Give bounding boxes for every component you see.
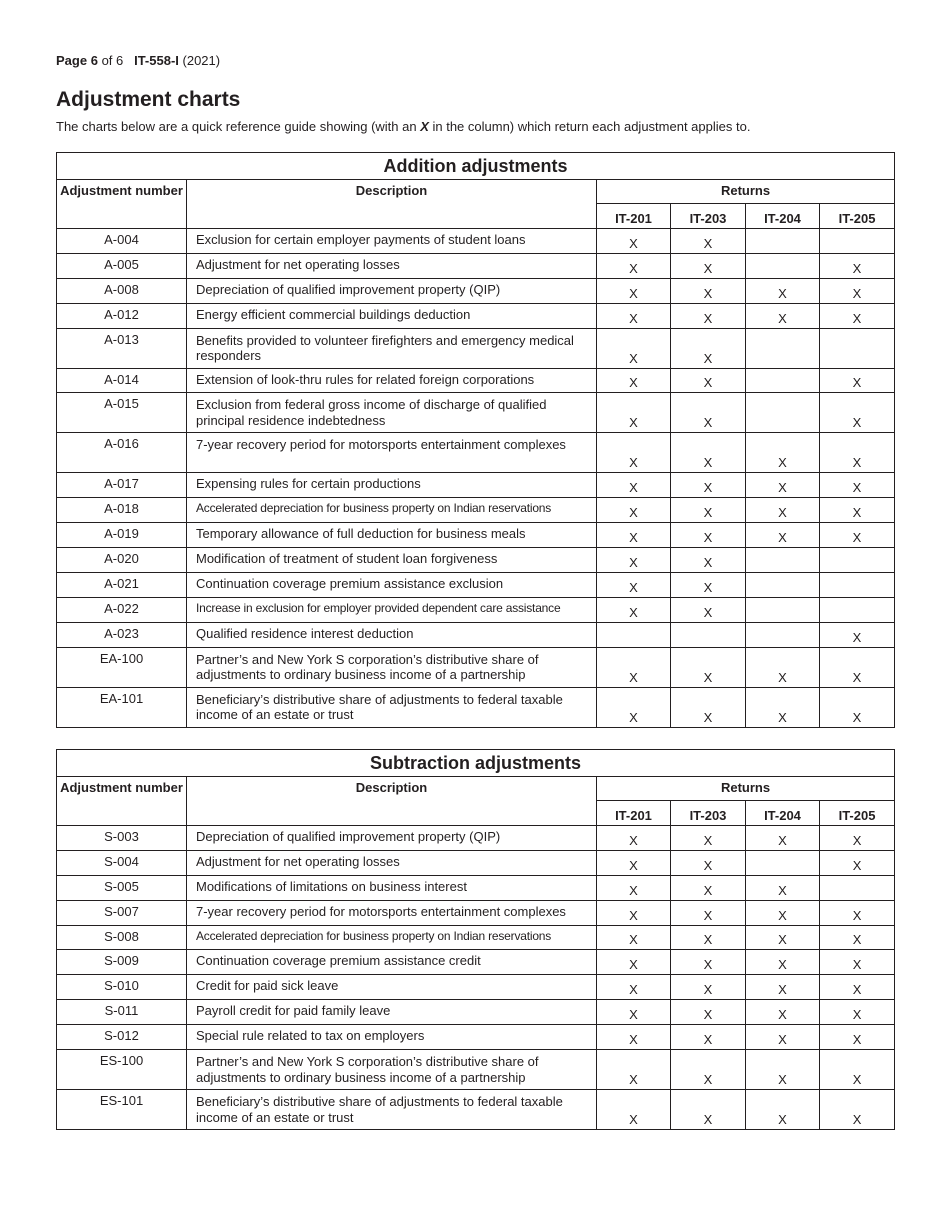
return-mark: X <box>671 597 746 622</box>
return-header: IT-201 <box>597 204 671 229</box>
adjustment-number: A-015 <box>57 393 187 433</box>
adjustment-description: Adjustment for net operating losses <box>187 253 597 278</box>
return-mark: X <box>597 850 671 875</box>
adjustment-number: A-013 <box>57 328 187 368</box>
return-mark: X <box>671 573 746 598</box>
adjustment-description: Depreciation of qualified improvement property (QIP) <box>187 278 597 303</box>
table-row <box>57 368 895 393</box>
return-mark: X <box>820 1000 895 1025</box>
return-mark: X <box>597 1000 671 1025</box>
column-header-description: Description <box>187 180 597 229</box>
adjustment-number: EA-101 <box>57 687 187 727</box>
adjustment-number: A-023 <box>57 622 187 647</box>
return-mark <box>820 229 895 254</box>
form-year: (2021) <box>182 53 221 68</box>
adjustment-description: Increase in exclusion for employer provided dependent care assistance <box>187 597 597 622</box>
column-header-returns: Returns <box>597 777 895 801</box>
intro-mark: X <box>420 119 429 134</box>
subtraction-table-body <box>57 826 895 1130</box>
adjustment-description: Partner’s and New York S corporation’s distributive share of adjustments to ordinary business income of a partnership <box>187 647 597 687</box>
table-row <box>57 900 895 925</box>
table-row <box>57 498 895 523</box>
return-mark: X <box>597 950 671 975</box>
return-mark: X <box>671 1025 746 1050</box>
return-mark: X <box>820 647 895 687</box>
adjustment-description: Payroll credit for paid family leave <box>187 1000 597 1025</box>
return-mark: X <box>671 1090 746 1130</box>
adjustment-number: S-008 <box>57 925 187 950</box>
adjustment-description: Credit for paid sick leave <box>187 975 597 1000</box>
return-mark: X <box>746 498 820 523</box>
table-row <box>57 1000 895 1025</box>
adjustment-number: ES-100 <box>57 1050 187 1090</box>
return-mark <box>746 548 820 573</box>
table-row <box>57 1025 895 1050</box>
adjustment-number: S-003 <box>57 826 187 851</box>
column-header-description: Description <box>187 777 597 826</box>
table-row <box>57 850 895 875</box>
return-mark: X <box>746 900 820 925</box>
return-mark <box>820 548 895 573</box>
return-mark: X <box>820 368 895 393</box>
return-mark: X <box>746 433 820 473</box>
return-header: IT-204 <box>746 801 820 826</box>
return-mark: X <box>820 303 895 328</box>
return-mark: X <box>597 368 671 393</box>
return-mark: X <box>671 925 746 950</box>
return-mark <box>746 622 820 647</box>
return-mark: X <box>597 925 671 950</box>
return-mark: X <box>671 498 746 523</box>
return-mark: X <box>746 1000 820 1025</box>
adjustment-number: A-012 <box>57 303 187 328</box>
adjustment-number: S-007 <box>57 900 187 925</box>
return-header: IT-201 <box>597 801 671 826</box>
table-row <box>57 229 895 254</box>
return-mark: X <box>820 473 895 498</box>
return-mark: X <box>820 950 895 975</box>
return-mark: X <box>597 328 671 368</box>
adjustment-number: A-005 <box>57 253 187 278</box>
return-mark: X <box>597 573 671 598</box>
adjustment-description: Continuation coverage premium assistance credit <box>187 950 597 975</box>
return-mark: X <box>820 826 895 851</box>
return-mark: X <box>597 826 671 851</box>
addition-table-body <box>57 229 895 728</box>
adjustment-description: Expensing rules for certain productions <box>187 473 597 498</box>
table-caption: Addition adjustments <box>57 153 895 180</box>
return-mark: X <box>820 975 895 1000</box>
return-mark: X <box>671 950 746 975</box>
return-mark: X <box>671 393 746 433</box>
adjustment-number: S-010 <box>57 975 187 1000</box>
return-mark: X <box>820 278 895 303</box>
return-mark <box>746 850 820 875</box>
adjustment-description: Beneficiary’s distributive share of adjustments to federal taxable income of an estate or trust <box>187 1090 597 1130</box>
adjustment-description: Exclusion from federal gross income of discharge of qualified principal residence indebtedness <box>187 393 597 433</box>
return-mark <box>746 328 820 368</box>
adjustment-description: Exclusion for certain employer payments of student loans <box>187 229 597 254</box>
return-mark: X <box>820 523 895 548</box>
adjustment-description: Depreciation of qualified improvement property (QIP) <box>187 826 597 851</box>
table-row <box>57 622 895 647</box>
return-header: IT-205 <box>820 801 895 826</box>
return-mark: X <box>597 303 671 328</box>
return-mark: X <box>597 278 671 303</box>
return-mark: X <box>820 1090 895 1130</box>
return-mark: X <box>671 975 746 1000</box>
table-row <box>57 573 895 598</box>
table-caption: Subtraction adjustments <box>57 750 895 777</box>
adjustment-description: Temporary allowance of full deduction for business meals <box>187 523 597 548</box>
adjustment-description: Beneficiary’s distributive share of adjustments to federal taxable income of an estate or trust <box>187 687 597 727</box>
adjustment-description: Qualified residence interest deduction <box>187 622 597 647</box>
return-mark: X <box>746 647 820 687</box>
table-row <box>57 826 895 851</box>
column-header-number: Adjustment number <box>57 180 187 229</box>
table-row <box>57 925 895 950</box>
adjustment-number: A-018 <box>57 498 187 523</box>
return-mark: X <box>597 975 671 1000</box>
return-mark: X <box>820 1025 895 1050</box>
table-row <box>57 328 895 368</box>
return-mark: X <box>820 687 895 727</box>
return-mark: X <box>820 925 895 950</box>
adjustment-number: EA-100 <box>57 647 187 687</box>
return-mark: X <box>820 433 895 473</box>
table-row <box>57 253 895 278</box>
return-mark: X <box>597 229 671 254</box>
return-mark: X <box>597 473 671 498</box>
adjustment-number: A-017 <box>57 473 187 498</box>
return-mark: X <box>671 253 746 278</box>
table-row <box>57 1050 895 1090</box>
return-mark: X <box>597 523 671 548</box>
return-mark: X <box>746 687 820 727</box>
adjustment-number: A-021 <box>57 573 187 598</box>
adjustment-description: Special rule related to tax on employers <box>187 1025 597 1050</box>
table-row <box>57 597 895 622</box>
return-mark <box>746 229 820 254</box>
adjustment-description: Modifications of limitations on business interest <box>187 875 597 900</box>
adjustment-number: A-019 <box>57 523 187 548</box>
subtraction-adjustments-table <box>56 749 895 1130</box>
return-mark: X <box>597 253 671 278</box>
return-mark: X <box>746 1025 820 1050</box>
return-mark: X <box>597 597 671 622</box>
return-header: IT-203 <box>671 801 746 826</box>
table-row <box>57 523 895 548</box>
return-mark <box>820 875 895 900</box>
adjustment-description: Accelerated depreciation for business property on Indian reservations <box>187 925 597 950</box>
adjustment-description: Benefits provided to volunteer firefighters and emergency medical responders <box>187 328 597 368</box>
return-mark: X <box>746 875 820 900</box>
table-row <box>57 687 895 727</box>
return-mark <box>597 622 671 647</box>
adjustment-number: A-016 <box>57 433 187 473</box>
return-mark: X <box>746 278 820 303</box>
return-mark <box>746 597 820 622</box>
addition-adjustments-table <box>56 152 895 728</box>
table-row <box>57 473 895 498</box>
return-mark: X <box>671 687 746 727</box>
form-number: IT-558-I <box>134 53 179 68</box>
return-mark <box>746 573 820 598</box>
return-mark: X <box>597 687 671 727</box>
page-title: Adjustment charts <box>56 88 241 111</box>
return-mark: X <box>746 925 820 950</box>
return-mark <box>820 573 895 598</box>
return-mark: X <box>746 950 820 975</box>
adjustment-number: A-004 <box>57 229 187 254</box>
return-mark: X <box>671 647 746 687</box>
table-row <box>57 548 895 573</box>
return-mark: X <box>671 278 746 303</box>
adjustment-description: Modification of treatment of student loan forgiveness <box>187 548 597 573</box>
adjustment-number: S-011 <box>57 1000 187 1025</box>
return-mark: X <box>597 875 671 900</box>
adjustment-number: A-022 <box>57 597 187 622</box>
return-mark: X <box>671 303 746 328</box>
adjustment-number: S-012 <box>57 1025 187 1050</box>
adjustment-number: S-005 <box>57 875 187 900</box>
return-mark: X <box>671 473 746 498</box>
return-mark: X <box>820 393 895 433</box>
return-mark: X <box>671 1000 746 1025</box>
table-row <box>57 433 895 473</box>
return-mark: X <box>597 1090 671 1130</box>
return-mark: X <box>820 498 895 523</box>
return-mark <box>820 597 895 622</box>
page-label: Page <box>56 53 88 68</box>
return-mark: X <box>597 1025 671 1050</box>
return-mark: X <box>597 647 671 687</box>
table-row <box>57 1090 895 1130</box>
return-mark: X <box>746 975 820 1000</box>
adjustment-description: Extension of look-thru rules for related foreign corporations <box>187 368 597 393</box>
return-mark: X <box>746 473 820 498</box>
page-of: of 6 <box>101 53 124 68</box>
page-header <box>56 53 220 68</box>
return-mark: X <box>671 328 746 368</box>
return-mark: X <box>671 548 746 573</box>
adjustment-number: A-014 <box>57 368 187 393</box>
adjustment-description: 7-year recovery period for motorsports entertainment complexes <box>187 433 597 473</box>
return-mark <box>746 253 820 278</box>
table-row <box>57 278 895 303</box>
return-mark: X <box>671 368 746 393</box>
return-header: IT-205 <box>820 204 895 229</box>
return-mark: X <box>746 1090 820 1130</box>
adjustment-description: Continuation coverage premium assistance exclusion <box>187 573 597 598</box>
adjustment-description: Energy efficient commercial buildings deduction <box>187 303 597 328</box>
return-mark: X <box>671 433 746 473</box>
column-header-number: Adjustment number <box>57 777 187 826</box>
return-mark <box>746 368 820 393</box>
table-row <box>57 393 895 433</box>
adjustment-description: Adjustment for net operating losses <box>187 850 597 875</box>
adjustment-description: 7-year recovery period for motorsports entertainment complexes <box>187 900 597 925</box>
table-row <box>57 975 895 1000</box>
adjustment-description: Accelerated depreciation for business property on Indian reservations <box>187 498 597 523</box>
return-mark: X <box>746 1050 820 1090</box>
table-row <box>57 303 895 328</box>
intro-after: in the column) which return each adjustment applies to. <box>428 119 751 134</box>
adjustment-number: A-008 <box>57 278 187 303</box>
intro-text <box>56 119 750 134</box>
page-number: 6 <box>90 53 98 68</box>
table-row <box>57 950 895 975</box>
return-mark: X <box>597 900 671 925</box>
return-mark: X <box>671 826 746 851</box>
intro-before: The charts below are a quick reference guide showing (with an <box>56 119 421 134</box>
return-mark: X <box>671 229 746 254</box>
return-mark: X <box>820 1050 895 1090</box>
return-mark: X <box>746 523 820 548</box>
return-mark: X <box>820 900 895 925</box>
return-mark: X <box>597 433 671 473</box>
return-mark: X <box>671 523 746 548</box>
return-mark <box>746 393 820 433</box>
adjustment-number: S-004 <box>57 850 187 875</box>
adjustment-number: S-009 <box>57 950 187 975</box>
return-mark: X <box>820 850 895 875</box>
return-mark: X <box>671 875 746 900</box>
return-mark: X <box>597 498 671 523</box>
column-header-returns: Returns <box>597 180 895 204</box>
return-mark: X <box>597 548 671 573</box>
return-mark: X <box>671 900 746 925</box>
return-mark: X <box>746 303 820 328</box>
table-row <box>57 647 895 687</box>
return-mark <box>820 328 895 368</box>
adjustment-description: Partner’s and New York S corporation’s distributive share of adjustments to ordinary business income of a partnership <box>187 1050 597 1090</box>
return-mark: X <box>597 1050 671 1090</box>
return-mark: X <box>746 826 820 851</box>
return-mark: X <box>820 622 895 647</box>
adjustment-number: ES-101 <box>57 1090 187 1130</box>
return-header: IT-204 <box>746 204 820 229</box>
table-row <box>57 875 895 900</box>
adjustment-number: A-020 <box>57 548 187 573</box>
return-header: IT-203 <box>671 204 746 229</box>
return-mark <box>671 622 746 647</box>
return-mark: X <box>597 393 671 433</box>
return-mark: X <box>820 253 895 278</box>
return-mark: X <box>671 850 746 875</box>
return-mark: X <box>671 1050 746 1090</box>
